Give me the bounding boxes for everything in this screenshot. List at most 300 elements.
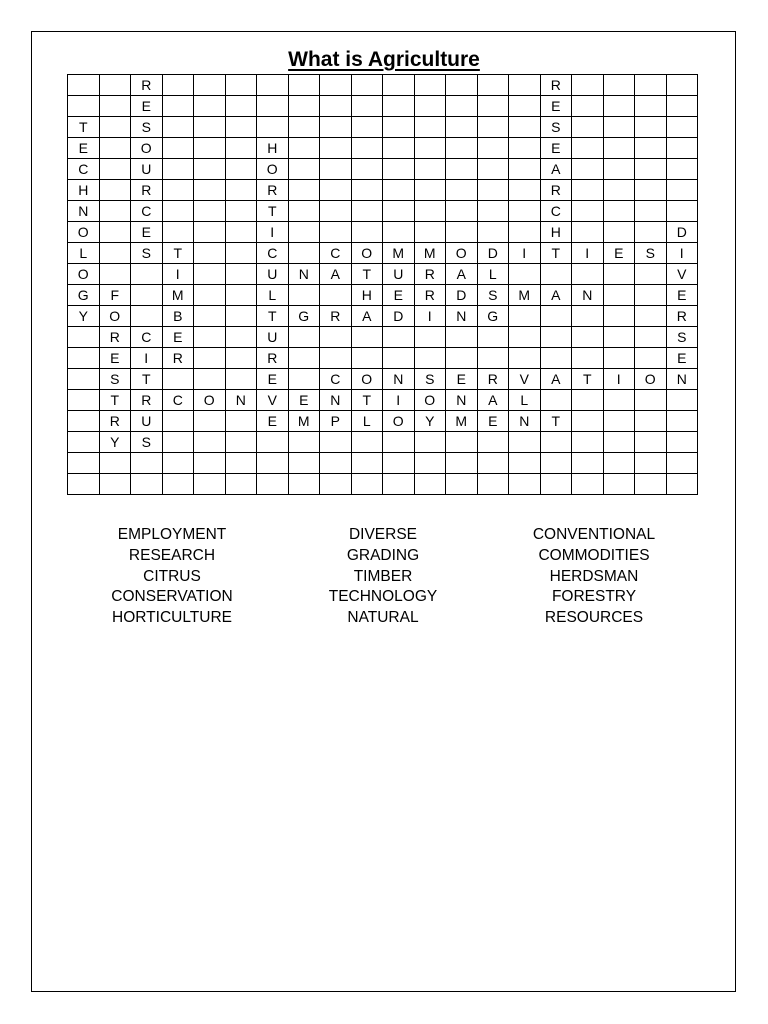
grid-cell: V — [257, 390, 289, 411]
word-bank-item: DIVERSE — [348, 526, 418, 543]
grid-row — [68, 75, 698, 96]
grid-row — [68, 348, 698, 369]
grid-row — [68, 285, 698, 306]
grid-cell: E — [603, 243, 635, 264]
grid-cell — [666, 180, 698, 201]
grid-cell — [635, 390, 667, 411]
grid-cell: C — [320, 369, 352, 390]
grid-cell: Y — [99, 432, 131, 453]
grid-row — [68, 96, 698, 117]
grid-cell — [414, 180, 446, 201]
grid-cell: T — [99, 390, 131, 411]
grid-cell — [194, 75, 226, 96]
grid-cell: N — [225, 390, 257, 411]
grid-cell — [225, 201, 257, 222]
grid-cell — [99, 159, 131, 180]
grid-cell — [288, 285, 320, 306]
grid-cell: N — [572, 285, 604, 306]
grid-cell — [257, 117, 289, 138]
grid-cell — [194, 222, 226, 243]
grid-cell — [68, 369, 100, 390]
grid-cell — [194, 264, 226, 285]
grid-cell — [99, 264, 131, 285]
grid-cell — [194, 96, 226, 117]
grid-cell — [288, 453, 320, 474]
grid-cell — [572, 390, 604, 411]
grid-cell — [162, 411, 194, 432]
word-bank-column-1 — [52, 525, 292, 629]
grid-cell — [383, 348, 415, 369]
grid-cell — [68, 75, 100, 96]
grid-cell — [68, 96, 100, 117]
grid-cell — [383, 327, 415, 348]
grid-cell: U — [257, 327, 289, 348]
grid-cell: L — [477, 264, 509, 285]
grid-cell — [603, 474, 635, 495]
grid-cell: A — [446, 264, 478, 285]
grid-cell — [572, 96, 604, 117]
grid-cell — [572, 138, 604, 159]
grid-row — [68, 180, 698, 201]
grid-cell: E — [383, 285, 415, 306]
grid-cell — [225, 474, 257, 495]
grid-cell — [509, 348, 541, 369]
grid-row — [68, 159, 698, 180]
grid-cell: T — [68, 117, 100, 138]
grid-cell — [99, 96, 131, 117]
grid-cell — [131, 453, 163, 474]
grid-cell — [320, 180, 352, 201]
grid-cell — [351, 159, 383, 180]
grid-cell — [509, 264, 541, 285]
grid-cell: L — [351, 411, 383, 432]
grid-row — [68, 243, 698, 264]
grid-cell — [288, 117, 320, 138]
grid-cell — [320, 327, 352, 348]
grid-cell: N — [446, 306, 478, 327]
word-bank-item: FORESTRY — [551, 588, 637, 606]
grid-cell: Y — [68, 306, 100, 327]
grid-cell — [225, 180, 257, 201]
grid-cell — [414, 222, 446, 243]
grid-cell — [572, 264, 604, 285]
grid-cell: O — [68, 264, 100, 285]
grid-cell — [635, 348, 667, 369]
grid-cell — [351, 327, 383, 348]
grid-cell — [540, 306, 572, 327]
grid-cell — [68, 390, 100, 411]
page-title-text: What is Agriculture — [288, 48, 480, 71]
grid-cell: R — [540, 75, 572, 96]
grid-cell — [414, 96, 446, 117]
grid-cell — [162, 222, 194, 243]
word-bank-item: EMPLOYMENT — [117, 526, 227, 543]
grid-cell — [383, 180, 415, 201]
grid-cell: C — [68, 159, 100, 180]
grid-cell: O — [131, 138, 163, 159]
grid-cell — [351, 348, 383, 369]
grid-cell — [351, 453, 383, 474]
grid-cell: E — [68, 138, 100, 159]
grid-cell: S — [477, 285, 509, 306]
grid-cell: E — [288, 390, 320, 411]
grid-cell — [666, 411, 698, 432]
grid-cell: H — [351, 285, 383, 306]
grid-cell: S — [540, 117, 572, 138]
grid-row — [68, 390, 698, 411]
grid-cell — [477, 117, 509, 138]
grid-cell — [225, 411, 257, 432]
grid-cell — [162, 138, 194, 159]
grid-cell — [603, 285, 635, 306]
grid-cell: H — [540, 222, 572, 243]
grid-cell: E — [666, 348, 698, 369]
grid-cell — [603, 138, 635, 159]
grid-row — [68, 474, 698, 495]
grid-cell — [603, 201, 635, 222]
grid-cell: E — [257, 411, 289, 432]
grid-cell: I — [603, 369, 635, 390]
grid-cell: R — [320, 306, 352, 327]
grid-cell — [666, 96, 698, 117]
grid-cell — [194, 306, 226, 327]
word-bank-item: CONVENTIONAL — [532, 526, 656, 543]
grid-cell — [351, 96, 383, 117]
grid-cell — [68, 348, 100, 369]
grid-cell: C — [162, 390, 194, 411]
grid-cell — [194, 474, 226, 495]
grid-cell — [509, 327, 541, 348]
grid-cell — [99, 138, 131, 159]
grid-cell — [225, 96, 257, 117]
grid-cell — [225, 369, 257, 390]
word-bank-item: TECHNOLOGY — [328, 588, 438, 606]
grid-cell: A — [540, 285, 572, 306]
word-bank-item: TIMBER — [353, 567, 413, 585]
grid-cell — [603, 159, 635, 180]
grid-cell: M — [509, 285, 541, 306]
grid-cell — [383, 75, 415, 96]
grid-cell — [351, 432, 383, 453]
grid-cell — [477, 96, 509, 117]
grid-cell — [194, 201, 226, 222]
grid-cell — [635, 306, 667, 327]
grid-cell: S — [131, 243, 163, 264]
word-bank-item: RESEARCH — [128, 546, 216, 564]
grid-cell — [288, 348, 320, 369]
grid-cell — [572, 117, 604, 138]
grid-cell — [509, 222, 541, 243]
grid-cell — [603, 453, 635, 474]
grid-cell: O — [446, 243, 478, 264]
grid-cell — [540, 390, 572, 411]
grid-cell — [477, 474, 509, 495]
grid-cell: R — [477, 369, 509, 390]
grid-row — [68, 138, 698, 159]
grid-cell — [351, 180, 383, 201]
grid-cell — [99, 75, 131, 96]
grid-cell: R — [131, 390, 163, 411]
grid-row — [68, 411, 698, 432]
grid-cell: M — [383, 243, 415, 264]
grid-cell: O — [68, 222, 100, 243]
grid-cell — [635, 75, 667, 96]
grid-cell — [383, 474, 415, 495]
grid-cell: E — [131, 222, 163, 243]
grid-cell: A — [540, 369, 572, 390]
grid-cell — [509, 306, 541, 327]
grid-cell — [603, 75, 635, 96]
grid-cell — [540, 327, 572, 348]
grid-cell — [131, 474, 163, 495]
grid-cell — [572, 306, 604, 327]
grid-cell — [572, 222, 604, 243]
grid-cell — [68, 327, 100, 348]
page-title — [0, 48, 768, 72]
grid-cell — [477, 159, 509, 180]
grid-cell — [288, 75, 320, 96]
grid-cell — [194, 159, 226, 180]
grid-cell — [509, 138, 541, 159]
grid-cell — [603, 327, 635, 348]
grid-cell — [414, 117, 446, 138]
grid-cell — [477, 180, 509, 201]
grid-cell: U — [257, 264, 289, 285]
grid-cell — [572, 453, 604, 474]
grid-cell — [572, 201, 604, 222]
grid-cell: T — [572, 369, 604, 390]
grid-cell — [666, 432, 698, 453]
grid-cell — [320, 348, 352, 369]
grid-cell — [225, 243, 257, 264]
grid-cell — [99, 222, 131, 243]
grid-cell: M — [288, 411, 320, 432]
grid-cell: A — [540, 159, 572, 180]
grid-cell — [162, 474, 194, 495]
grid-cell — [99, 201, 131, 222]
word-bank-column-2 — [263, 525, 503, 629]
grid-cell: E — [540, 138, 572, 159]
grid-cell: A — [477, 390, 509, 411]
grid-cell: N — [288, 264, 320, 285]
grid-cell — [288, 222, 320, 243]
grid-cell — [603, 390, 635, 411]
grid-cell — [540, 453, 572, 474]
grid-cell — [414, 201, 446, 222]
grid-cell: N — [509, 411, 541, 432]
grid-cell — [99, 243, 131, 264]
grid-cell: A — [351, 306, 383, 327]
grid-cell — [603, 222, 635, 243]
grid-cell — [446, 138, 478, 159]
grid-cell — [225, 159, 257, 180]
grid-cell — [225, 117, 257, 138]
grid-cell: N — [446, 390, 478, 411]
grid-cell — [446, 453, 478, 474]
grid-cell: I — [509, 243, 541, 264]
grid-cell — [603, 348, 635, 369]
grid-cell — [603, 306, 635, 327]
grid-cell — [603, 411, 635, 432]
grid-cell: R — [257, 180, 289, 201]
word-bank-item: RESOURCES — [544, 609, 644, 627]
grid-cell — [446, 327, 478, 348]
grid-cell: R — [99, 411, 131, 432]
grid-cell — [257, 96, 289, 117]
grid-cell — [162, 180, 194, 201]
grid-cell — [572, 411, 604, 432]
grid-row — [68, 432, 698, 453]
grid-cell: U — [131, 411, 163, 432]
grid-cell — [635, 453, 667, 474]
grid-cell — [509, 474, 541, 495]
grid-cell — [131, 264, 163, 285]
grid-cell — [131, 306, 163, 327]
grid-cell: T — [257, 201, 289, 222]
grid-cell: I — [131, 348, 163, 369]
grid-row — [68, 264, 698, 285]
grid-row — [68, 117, 698, 138]
grid-cell — [225, 453, 257, 474]
grid-cell: I — [383, 390, 415, 411]
grid-cell — [383, 159, 415, 180]
grid-cell — [194, 369, 226, 390]
grid-cell: N — [68, 201, 100, 222]
grid-cell: O — [383, 411, 415, 432]
grid-cell — [509, 117, 541, 138]
grid-cell — [320, 285, 352, 306]
grid-cell — [68, 474, 100, 495]
grid-cell: D — [446, 285, 478, 306]
grid-cell: E — [162, 327, 194, 348]
grid-cell: G — [288, 306, 320, 327]
grid-cell — [446, 96, 478, 117]
grid-row — [68, 369, 698, 390]
grid-cell: S — [414, 369, 446, 390]
word-bank-item: HERDSMAN — [549, 567, 639, 585]
grid-cell — [320, 474, 352, 495]
grid-cell — [446, 222, 478, 243]
grid-cell: O — [257, 159, 289, 180]
grid-cell — [257, 75, 289, 96]
grid-cell: I — [257, 222, 289, 243]
grid-cell — [131, 285, 163, 306]
grid-cell — [68, 432, 100, 453]
grid-cell — [540, 474, 572, 495]
grid-cell — [414, 327, 446, 348]
grid-cell — [635, 138, 667, 159]
grid-cell — [257, 474, 289, 495]
grid-cell — [162, 453, 194, 474]
grid-cell: E — [540, 96, 572, 117]
grid-cell: R — [666, 306, 698, 327]
grid-cell — [414, 138, 446, 159]
grid-cell — [446, 117, 478, 138]
grid-cell — [288, 201, 320, 222]
grid-cell — [666, 159, 698, 180]
grid-cell — [540, 348, 572, 369]
grid-cell: R — [540, 180, 572, 201]
grid-cell — [446, 201, 478, 222]
grid-cell: L — [509, 390, 541, 411]
grid-cell — [194, 243, 226, 264]
grid-cell — [446, 432, 478, 453]
grid-cell — [383, 96, 415, 117]
grid-cell — [351, 474, 383, 495]
grid-cell — [666, 453, 698, 474]
grid-cell — [414, 474, 446, 495]
grid-cell: M — [162, 285, 194, 306]
grid-cell — [162, 96, 194, 117]
grid-cell: V — [666, 264, 698, 285]
grid-cell — [68, 453, 100, 474]
grid-cell — [225, 285, 257, 306]
grid-cell — [477, 453, 509, 474]
grid-cell: G — [477, 306, 509, 327]
grid-cell — [446, 159, 478, 180]
grid-cell: O — [194, 390, 226, 411]
grid-cell — [288, 432, 320, 453]
grid-cell: T — [257, 306, 289, 327]
grid-cell — [320, 201, 352, 222]
grid-cell — [99, 453, 131, 474]
grid-cell — [666, 138, 698, 159]
grid-cell — [194, 138, 226, 159]
grid-cell: O — [351, 369, 383, 390]
grid-cell: N — [666, 369, 698, 390]
grid-cell — [194, 348, 226, 369]
grid-cell: S — [635, 243, 667, 264]
grid-cell — [477, 201, 509, 222]
grid-cell — [603, 117, 635, 138]
grid-cell — [383, 138, 415, 159]
grid-cell — [99, 180, 131, 201]
grid-cell: U — [131, 159, 163, 180]
grid-cell — [603, 180, 635, 201]
grid-cell: P — [320, 411, 352, 432]
grid-cell: C — [131, 201, 163, 222]
grid-cell — [446, 180, 478, 201]
grid-cell — [257, 453, 289, 474]
grid-cell — [414, 432, 446, 453]
grid-cell — [446, 474, 478, 495]
word-bank-column-3 — [474, 525, 714, 629]
grid-cell — [383, 432, 415, 453]
grid-row — [68, 222, 698, 243]
grid-cell — [351, 117, 383, 138]
grid-cell — [194, 285, 226, 306]
grid-cell — [477, 75, 509, 96]
grid-cell — [194, 411, 226, 432]
grid-cell — [635, 411, 667, 432]
grid-cell — [320, 222, 352, 243]
grid-cell: S — [666, 327, 698, 348]
grid-cell — [572, 75, 604, 96]
grid-cell — [477, 348, 509, 369]
grid-cell: E — [477, 411, 509, 432]
grid-cell: I — [666, 243, 698, 264]
grid-cell — [635, 201, 667, 222]
grid-cell: M — [414, 243, 446, 264]
grid-row — [68, 306, 698, 327]
grid-cell — [414, 75, 446, 96]
grid-cell: H — [257, 138, 289, 159]
grid-cell — [162, 201, 194, 222]
grid-cell — [225, 138, 257, 159]
grid-cell: E — [257, 369, 289, 390]
grid-cell — [288, 327, 320, 348]
grid-cell — [288, 138, 320, 159]
